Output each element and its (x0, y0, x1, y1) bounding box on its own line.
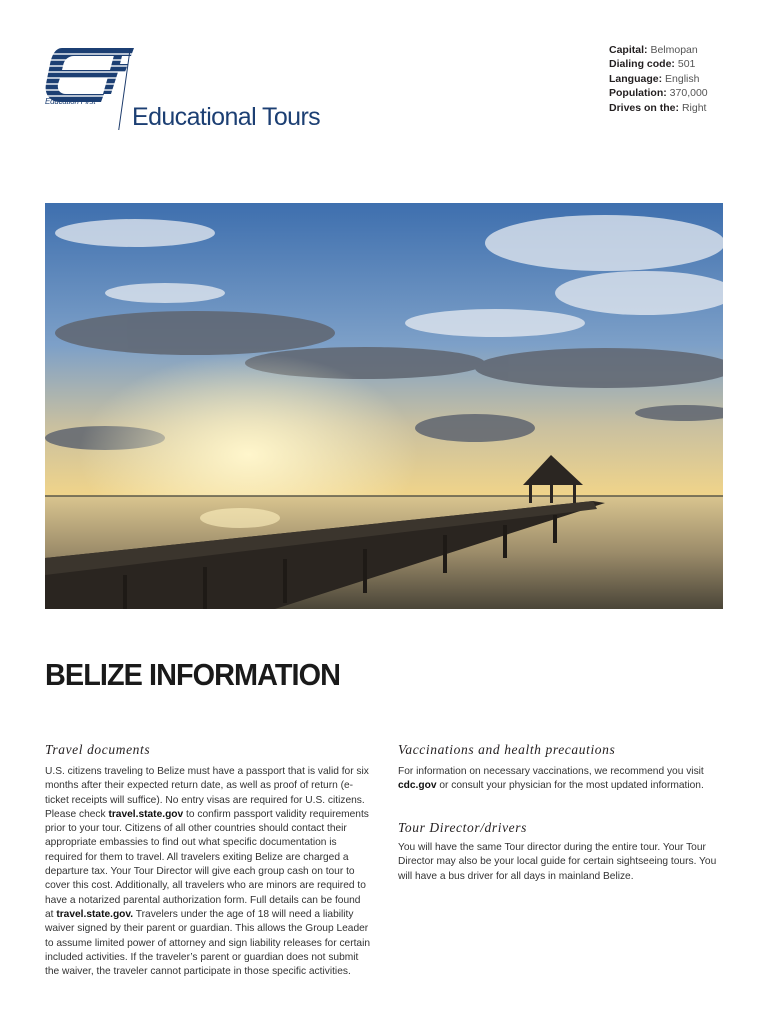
travel-state-link-2[interactable]: travel.state.gov. (56, 908, 134, 920)
fact-capital: Capital: Belmopan (609, 44, 698, 56)
brand-title: Educational Tours (132, 103, 321, 131)
fact-population: Population: 370,000 (609, 87, 708, 100)
tour-director-heading: Tour Director/drivers (398, 820, 527, 835)
tour-director-text: You will have the same Tour director during the entire tour. Your Tour Director may also be your local guide for certain sightseeing tours. You will have a bus driver for all days in mainland Belize. (398, 842, 717, 882)
cdc-link[interactable]: cdc.gov (398, 780, 437, 792)
fact-drives-on: Drives on the: Right (609, 101, 707, 114)
country-facts (609, 43, 708, 115)
travel-state-link[interactable]: travel.state.gov (108, 808, 184, 820)
page-title: BELIZE INFORMATION (45, 657, 341, 692)
travel-documents-heading: Travel documents (45, 742, 151, 757)
vaccinations-heading: Vaccinations and health precautions (398, 742, 616, 757)
fact-language: Language: English (609, 72, 700, 85)
vaccinations-text: For information on necessary vaccinations, we recommend you visit cdc.gov or consult your physician for the most updated information. (398, 766, 704, 792)
travel-documents-text: U.S. citizens traveling to Belize must have a passport that is valid for six months after their expected return date, as well as proof of return (e-ticket receipts will suffice). No entry visas are required for U.S. citizens. Please check travel.state.gov to confirm passport validity requirements prior to your tour. Citizens of all other countries should contact their appropriate embassies to find out what specific documentation is required for them to travel. All travelers exiting Belize are charged a departure tax. Your Tour Director will give each group cash on tour to cover this cost. Additionally, all travelers who are minors are required to have a notarized parental authorization form. Full details can be found at travel.state.gov. Travelers under the age of 18 will need a liability waiver signed by their parent or guardian. This allows the Group Leader to assume limited power of attorney and sign liability releases for certain included activities. If the traveler’s parent or guardian does not submit the waiver, the traveler cannot participate in those specific activities. (45, 766, 371, 978)
fact-dialing-code: Dialing code: 501 (609, 58, 696, 71)
hero-photo (45, 203, 723, 609)
logo-caption: Education First (45, 97, 96, 106)
